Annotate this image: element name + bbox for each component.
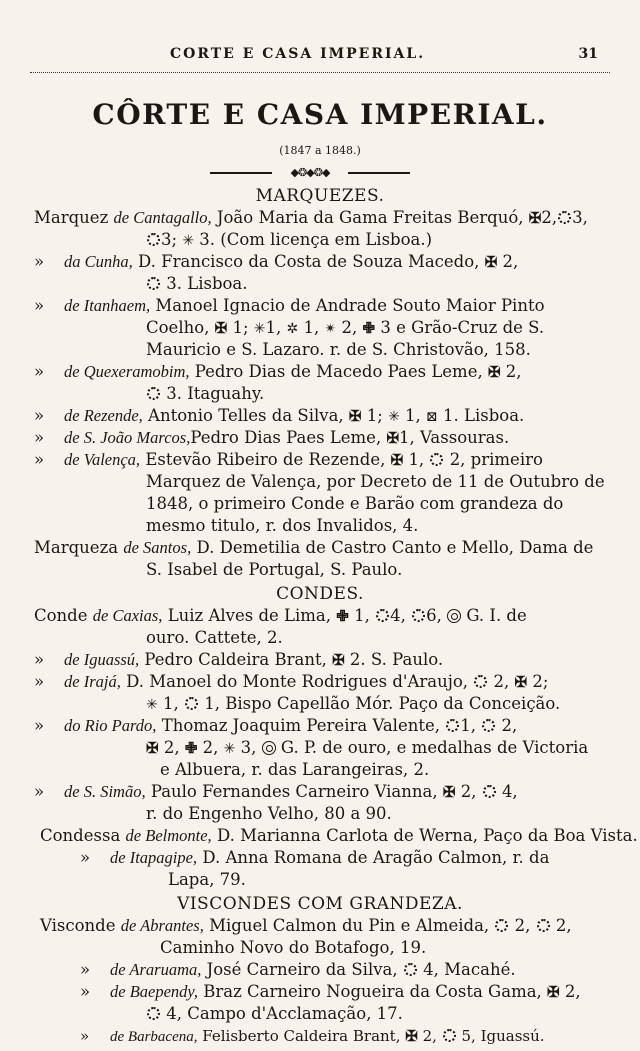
entry-line: Condessa de Belmonte, D. Marianna Carlota de Werna, Paço da Boa Vista. — [40, 826, 638, 845]
medal-icon — [446, 719, 459, 732]
medal-icon — [495, 919, 508, 932]
star-of-order-icon: ✳ — [182, 233, 195, 249]
entry-line: » de Irajá, D. Manoel do Monte Rodrigues d'Araujo, 2, ✠ 2; — [34, 672, 549, 691]
medal-icon — [482, 719, 495, 732]
entry-line: » de Itapagipe, D. Anna Romana de Aragão Calmon, r. da — [80, 848, 550, 867]
header-rule — [30, 72, 610, 73]
star-of-order-icon: ✳ — [146, 697, 158, 713]
cross-of-order-icon: ✙ — [184, 739, 198, 757]
medal-icon — [376, 609, 389, 622]
cross-of-order-icon: ✠ — [332, 651, 345, 669]
entry-line: Coelho, ✠ 1; ✳1, ✲ 1, ✴ 2, ✙ 3 e Grão-Cruz de S. — [146, 318, 545, 337]
entry-line: » de S. Simão, Paulo Fernandes Carneiro Vianna, ✠ 2, 4, — [34, 782, 518, 801]
cross-of-order-icon: ✠ — [405, 1027, 418, 1045]
ornament-divider — [210, 168, 410, 178]
entry-line: Visconde de Abrantes, Miguel Calmon du Pin e Almeida, 2, 2, — [40, 916, 572, 935]
entry-line: 3. Itaguahy. — [146, 384, 264, 404]
entry-line: 3; ✳ 3. (Com licença em Lisboa.) — [146, 230, 432, 251]
entry-line: » de Rezende, Antonio Telles da Silva, ✠ 1; ✳ 1, ⊠ 1. Lisboa. — [34, 406, 525, 425]
entry-line: » de Valença, Estevão Ribeiro de Rezende, ✠ 1, 2, primeiro — [34, 450, 543, 469]
star-of-order-icon: ⊠ — [426, 409, 438, 425]
medal-icon — [147, 233, 160, 246]
entry-line: ✳ 1, 1, Bispo Capellão Mór. Paço da Conceição. — [146, 694, 561, 713]
section-heading-condes: CONDES. — [276, 584, 364, 604]
entry-line: » de Iguassú, Pedro Caldeira Brant, ✠ 2. S. Paulo. — [34, 650, 444, 669]
medal-icon — [537, 919, 550, 932]
entry-line: Caminho Novo do Botafogo, 19. — [160, 938, 427, 957]
star-of-order-icon: ✳ — [253, 321, 266, 337]
medal-icon — [474, 675, 487, 688]
entry-line: » do Rio Pardo, Thomaz Joaquim Pereira Valente, 1, 2, — [34, 716, 518, 735]
entry-line: r. do Engenho Velho, 80 a 90. — [146, 804, 392, 823]
star-of-order-icon: ✳ — [223, 741, 236, 757]
cross-of-order-icon: ✠ — [442, 783, 456, 801]
entry-line: 3. Lisboa. — [146, 274, 248, 294]
cross-of-order-icon: ✠ — [348, 407, 362, 425]
medal-icon — [412, 609, 425, 622]
medal-icon — [558, 211, 571, 224]
entry-line: » da Cunha, D. Francisco da Costa de Souza Macedo, ✠ 2, — [34, 252, 519, 271]
cross-of-order-icon: ✠ — [528, 209, 542, 227]
page-number: 31 — [578, 46, 598, 62]
entry-line: Mauricio e S. Lazaro. r. de S. Christovão, 158. — [146, 340, 531, 359]
entry-line: » de S. João Marcos,Pedro Dias Paes Leme, ✠1, Vassouras. — [34, 428, 510, 447]
cross-of-order-icon: ✙ — [362, 319, 376, 337]
medal-icon — [147, 277, 160, 290]
cross-of-order-icon: ✠ — [484, 253, 498, 271]
medal-icon — [483, 785, 496, 798]
medal-icon — [430, 453, 443, 466]
entry-line: Lapa, 79. — [168, 870, 246, 889]
entry-line: » de Itanhaem, Manoel Ignacio de Andrade Souto Maior Pinto — [34, 296, 545, 315]
cross-of-order-icon: ✠ — [514, 673, 528, 691]
medal-icon — [185, 697, 198, 710]
entry-line: » de Quexeramobim, Pedro Dias de Macedo Paes Leme, ✠ 2, — [34, 362, 522, 381]
entry-line: Marquez de Valença, por Decreto de 11 de Outubro de — [146, 472, 605, 491]
double-circle-icon — [262, 741, 276, 755]
entry-line: 4, Campo d'Acclamação, 17. — [146, 1004, 403, 1024]
entry-line: » de Baependy, Braz Carneiro Nogueira da Costa Gama, ✠ 2, — [80, 982, 581, 1001]
cross-of-order-icon: ✙ — [336, 607, 349, 625]
entry-line: Marquez de Cantagallo, João Maria da Gama Freitas Berquó, ✠2, 3, — [34, 208, 588, 227]
page-title: CÔRTE E CASA IMPERIAL. — [92, 98, 548, 131]
star-of-order-icon: ✳ — [388, 409, 400, 425]
section-heading-marquezes: MARQUEZES. — [255, 186, 385, 206]
cross-of-order-icon: ✠ — [214, 319, 228, 337]
entry-line: S. Isabel de Portugal, S. Paulo. — [146, 560, 403, 579]
medal-icon — [147, 387, 160, 400]
cross-of-order-icon: ✠ — [547, 983, 560, 1001]
entry-line: mesmo titulo, r. dos Invalidos, 4. — [146, 516, 419, 535]
cross-of-order-icon: ✠ — [146, 739, 159, 757]
cross-of-order-icon: ✠ — [390, 451, 404, 469]
star-of-order-icon: ✲ — [286, 321, 299, 337]
entry-line: 1848, o primeiro Conde e Barão com grandeza do — [146, 494, 564, 513]
entry-line: ✠ 2, ✙ 2, ✳ 3, G. P. de ouro, e medalhas de Victoria — [146, 738, 589, 757]
entry-line: Conde de Caxias, Luiz Alves de Lima, ✙ 1, 4, 6, G. I. de — [34, 606, 527, 625]
entry-line: » de Araruama, José Carneiro da Silva, 4, Macahé. — [80, 960, 516, 979]
star-of-order-icon: ✴ — [324, 321, 337, 337]
double-circle-icon — [447, 609, 461, 623]
running-header — [0, 46, 640, 68]
entry-line: ouro. Cattete, 2. — [146, 628, 283, 647]
cross-of-order-icon: ✠ — [487, 363, 501, 381]
entry-line: Marqueza de Santos, D. Demetilia de Castro Canto e Mello, Dama de — [34, 538, 594, 557]
running-title: CORTE E CASA IMPERIAL. — [170, 46, 426, 62]
medal-icon — [147, 1007, 160, 1020]
medal-icon — [404, 963, 417, 976]
medal-icon — [443, 1029, 456, 1042]
entry-line: e Albuera, r. das Larangeiras, 2. — [160, 760, 430, 779]
section-heading-viscondes: VISCONDES COM GRANDEZA. — [177, 894, 463, 914]
cross-of-order-icon: ✠ — [386, 429, 400, 447]
entry-line: » de Barbacena, Felisberto Caldeira Brant, ✠ 2, 5, Iguassú. — [80, 1027, 545, 1045]
ornament-icon: ◆❂◆❂◆ — [290, 166, 330, 179]
date-range: (1847 a 1848.) — [279, 144, 361, 157]
